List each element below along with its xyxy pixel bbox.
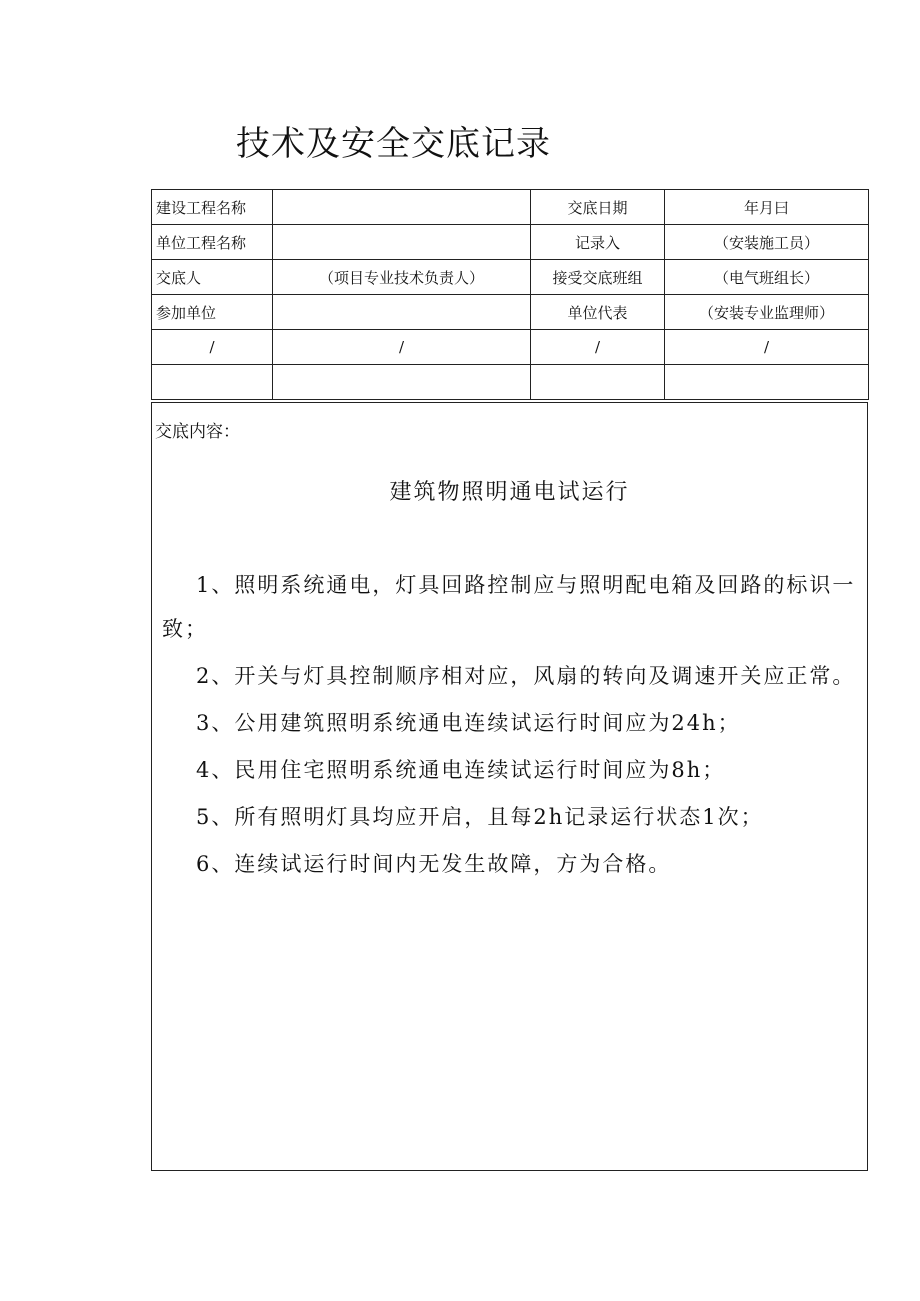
content-heading: 建筑物照明通电试运行 [389, 480, 630, 505]
briefer-value: （项目专业技术负责人） [273, 260, 531, 295]
recorder-value: （安装施工员） [665, 225, 869, 260]
table-cell: / [273, 330, 531, 365]
list-item: 3、公用建筑照明系统通电连续试运行时间应为24h； [196, 711, 741, 735]
table-row [152, 365, 869, 400]
list-item: 2、开关与灯具控制顺序相对应，风扇的转向及调速开关应正常。 [196, 664, 856, 688]
table-cell: / [531, 330, 665, 365]
list-item: 6、连续试运行时间内无发生故障，方为合格。 [196, 852, 672, 876]
unit-representative-label: 单位代表 [531, 295, 665, 330]
project-name-label: 建设工程名称 [152, 190, 273, 225]
briefing-content-section [151, 402, 868, 1171]
unit-project-label: 单位工程名称 [152, 225, 273, 260]
briefing-date-label: 交底日期 [531, 190, 665, 225]
briefer-label: 交底人 [152, 260, 273, 295]
table-row [152, 260, 869, 295]
recorder-label: 记录入 [531, 225, 665, 260]
table-row [152, 225, 869, 260]
table-row [152, 190, 869, 225]
table-cell [531, 365, 665, 400]
record-info-table [151, 189, 869, 400]
unit-representative-value: （安装专业监理师） [665, 295, 869, 330]
table-cell [273, 365, 531, 400]
content-label: 交底内容： [155, 422, 240, 442]
unit-project-value [273, 225, 531, 260]
project-name-value [273, 190, 531, 225]
table-row [152, 330, 869, 365]
table-cell: / [665, 330, 869, 365]
list-item: 1、照明系统通电，灯具回路控制应与照明配电箱及回路的标识一致； [162, 573, 856, 641]
participating-unit-label: 参加单位 [152, 295, 273, 330]
table-cell: / [152, 330, 273, 365]
participating-unit-value [273, 295, 531, 330]
list-item: 4、民用住宅照明系统通电连续试运行时间应为8h； [196, 758, 726, 782]
table-cell [665, 365, 869, 400]
page-title: 技术及安全交底记录 [236, 124, 551, 164]
list-item: 5、所有照明灯具均应开启，且每2h记录运行状态1次； [196, 805, 764, 829]
table-row [152, 295, 869, 330]
receiving-team-label: 接受交底班组 [531, 260, 665, 295]
receiving-team-value: （电气班组长） [665, 260, 869, 295]
table-cell [152, 365, 273, 400]
content-item-list [162, 563, 862, 889]
briefing-date-value: 年月曰 [665, 190, 869, 225]
